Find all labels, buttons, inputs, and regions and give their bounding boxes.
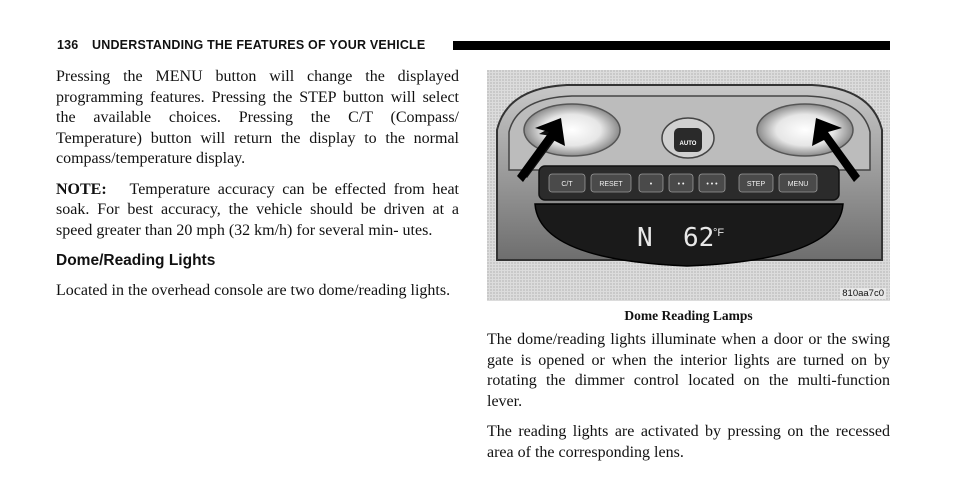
note-text: Temperature accuracy can be effected from heat soak. For best accuracy, the vehicle should be driven at a speed greater than 20 mph (32 km/h) for several min- utes. (56, 180, 460, 239)
console-button-label: • • (677, 181, 685, 188)
paragraph: The reading lights are activated by pressing on the recessed area of the corresponding lens. (487, 423, 890, 461)
page-header (57, 38, 890, 54)
header-rule (453, 41, 890, 50)
console-button-label: C/T (561, 181, 573, 188)
console-button-label: • • • (706, 181, 718, 188)
right-column (487, 330, 890, 473)
console-button-label: RESET (599, 181, 623, 188)
section-heading: Dome/Reading Lights (56, 252, 216, 269)
display-unit: °F (713, 227, 725, 239)
paragraph: Located in the overhead console are two dome/reading lights. (56, 282, 451, 299)
section-title: UNDERSTANDING THE FEATURES OF YOUR VEHICLE (92, 38, 426, 52)
console-button-label: STEP (746, 181, 766, 188)
dome-lamps-figure (487, 70, 890, 301)
paragraph: Pressing the MENU button will change the displayed programming features. Pressing the STEP button will select the available choices. Pressing the C/T (Compass/ Temperature) button will return the display to the normal compass/temperature display. (56, 68, 459, 167)
paragraph: The dome/reading lights illuminate when a door or the swing gate is opened or when the interior lights are turned on by rotating the dimmer control located on the multi-function lever. (487, 331, 890, 410)
page-number: 136 (57, 38, 79, 52)
display-temperature: 62 (683, 223, 715, 253)
console-button-label: MENU (787, 181, 809, 188)
note-paragraph (56, 180, 459, 242)
left-column (56, 67, 459, 312)
console-button-label: • (649, 181, 653, 188)
figure-caption: Dome Reading Lamps (624, 308, 753, 323)
display-heading: N (637, 223, 653, 253)
overhead-console-illustration (487, 70, 890, 301)
note-label: NOTE: (56, 180, 107, 198)
auto-label: AUTO (679, 141, 697, 147)
auto-sensor (674, 128, 702, 152)
figure-code: 810aa7c0 (842, 288, 884, 299)
